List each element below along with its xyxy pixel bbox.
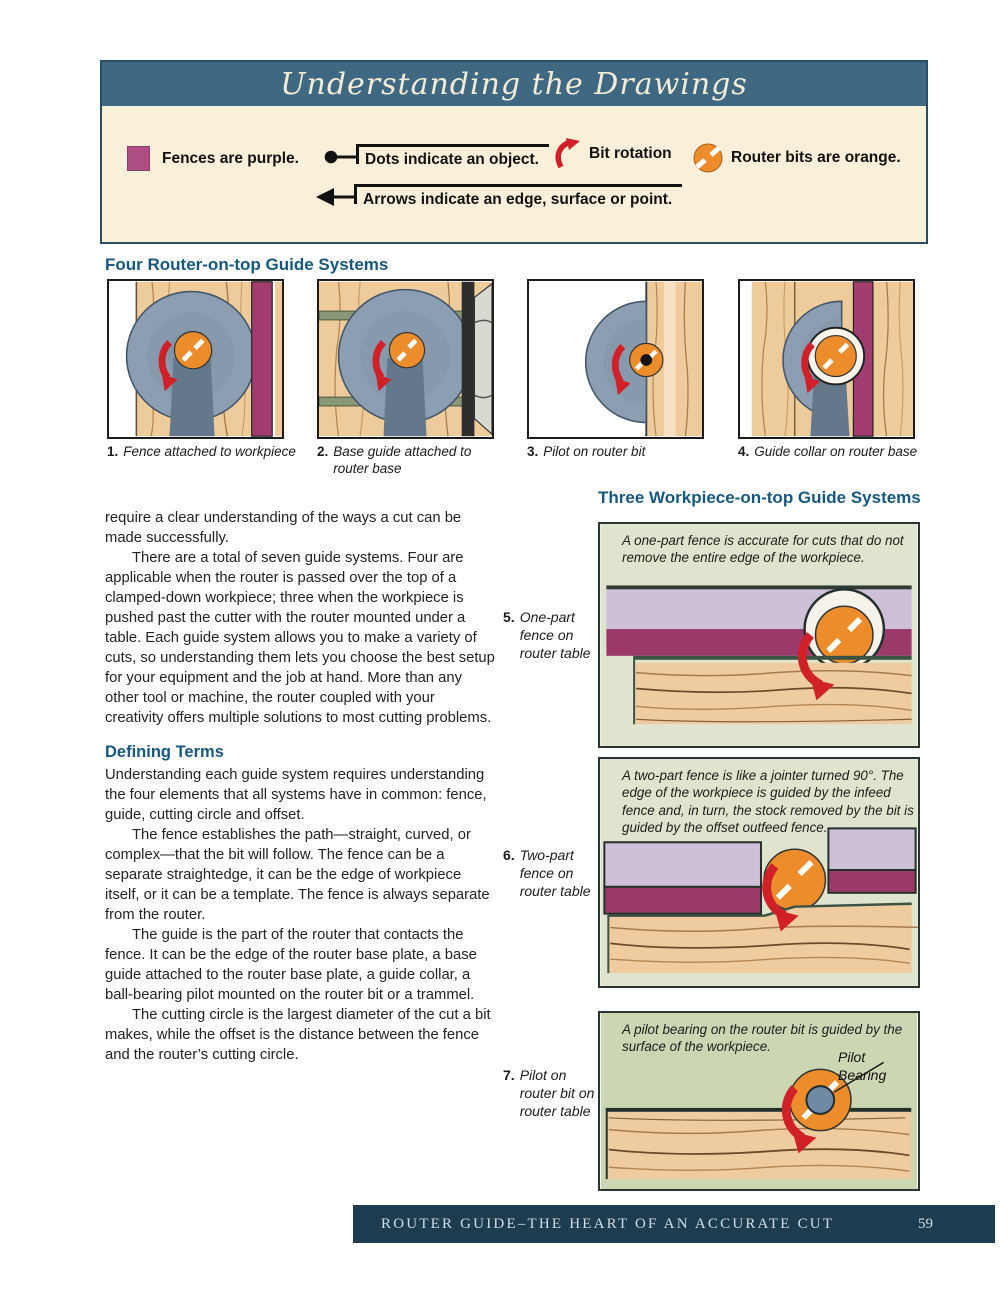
dot-connector-icon — [324, 149, 358, 164]
figure6-note: A two-part fence is like a jointer turned 90°. The edge of the workpiece is guided by the infeed fence and, in turn, the stock removed by the bit is guided by the offset outfeed fence. — [622, 768, 914, 836]
para-fence: The fence establishes the path—straight, curved, or complex—that the bit will follow. The fence can be a separate straightedge, it can be the edge of workpiece itself, or it can be a template. The fence is always separate from the router. — [105, 827, 490, 923]
bit-rotation-arrow-icon — [554, 138, 582, 170]
figure7-caption — [503, 1066, 600, 1121]
figure-two-part-fence — [598, 757, 920, 988]
fence-on-workpiece-illustration — [109, 281, 282, 437]
legend-arrows-label: Arrows indicate an edge, surface or point. — [356, 184, 678, 209]
para-seven-systems: There are a total of seven guide systems. Four are applicable when the router is passed over the top of a clamped-down workpiece; three when the workpiece is pushed past the cutter with the router mounted under a table. Each guide system allows you to make a variety of cuts, so understanding them lets you choose the best setup for your equipment and the job at hand. More than any other tool or machine, the router coupled with your creativity offers multiple solutions to most cutting problems. — [105, 550, 495, 726]
caption-number: 7. — [503, 1067, 515, 1083]
figure5-caption — [503, 608, 600, 663]
caption-text: Fence attached to workpiece — [123, 444, 296, 459]
figure5-note: A one-part fence is accurate for cuts that do not remove the entire edge of the workpiece. — [622, 533, 904, 566]
panel-caption-3 — [527, 444, 727, 461]
caption-text: Two-part fence on router table — [519, 847, 591, 900]
legend-arrows — [316, 184, 678, 209]
banner-title: Understanding the Drawings — [280, 66, 748, 102]
panel-fence-on-workpiece — [107, 279, 284, 439]
understanding-drawings-box — [100, 60, 928, 244]
banner — [102, 62, 926, 106]
caption-text: Pilot on router bit — [543, 444, 646, 459]
legend-fences — [127, 146, 299, 171]
caption-number: 2. — [317, 444, 329, 459]
legend-rotation-label: Bit rotation — [589, 145, 672, 162]
page-number: 59 — [918, 1215, 933, 1232]
panel-base-guide — [317, 279, 494, 439]
footer-bar — [353, 1205, 995, 1243]
legend-bits-label: Router bits are orange. — [731, 149, 901, 166]
caption-text: Base guide attached to router base — [333, 444, 472, 476]
legend-dots — [324, 144, 545, 169]
panel-pilot-bit — [527, 279, 704, 439]
legend-bits — [692, 142, 901, 174]
purple-fence-swatch-icon — [127, 146, 150, 171]
caption-text: One-part fence on router table — [519, 609, 591, 662]
panel-caption-1 — [107, 444, 307, 461]
para-guide: The guide is the part of the router that contacts the fence. It can be the edge of the router base plate, a base guide attached to the router base plate, a guide collar, a ball-bearing pilot mounted on the router bit or a trammel. — [105, 927, 477, 1003]
three-systems-heading: Three Workpiece-on-top Guide Systems — [598, 488, 921, 507]
caption-text: Guide collar on router base — [754, 444, 918, 459]
caption-number: 1. — [107, 444, 119, 459]
panel-caption-2 — [317, 444, 489, 478]
figure6-caption — [503, 846, 600, 901]
caption-text: Pilot on router bit on router table — [519, 1067, 595, 1120]
para-cutting-circle: The cutting circle is the largest diameter of the cut a bit makes, while the offset is the distance between the fence and the router’s cutting circle. — [105, 1007, 491, 1063]
edge-arrow-icon — [316, 188, 356, 206]
legend — [102, 106, 926, 244]
para-defining: Understanding each guide system requires understanding the four elements that all systems have in common: fence, guide, cutting circle and offset. — [105, 767, 487, 823]
caption-number: 4. — [738, 444, 750, 459]
guide-collar-illustration — [740, 281, 913, 437]
panel-guide-collar — [738, 279, 915, 439]
body-text-column — [105, 508, 495, 1065]
defining-terms-heading: Defining Terms — [105, 743, 224, 761]
footer-title: ROUTER GUIDE–THE HEART OF AN ACCURATE CUT — [381, 1215, 835, 1232]
router-bit-icon — [692, 142, 724, 174]
caption-number: 5. — [503, 609, 515, 625]
panel-caption-4 — [738, 444, 938, 461]
four-systems-heading: Four Router-on-top Guide Systems — [105, 255, 389, 274]
pilot-bearing-callout: Pilot Bearing — [838, 1049, 887, 1083]
figure-pilot-bearing — [598, 1011, 920, 1191]
legend-fences-label: Fences are purple. — [162, 149, 299, 167]
para-intro: require a clear understanding of the ways a cut can be made successfully. — [105, 510, 462, 546]
caption-number: 3. — [527, 444, 539, 459]
legend-rotation — [554, 138, 672, 170]
legend-dots-label: Dots indicate an object. — [358, 144, 545, 169]
figure-one-part-fence — [598, 522, 920, 748]
pilot-bit-illustration — [529, 281, 702, 437]
caption-number: 6. — [503, 847, 515, 863]
base-guide-illustration — [319, 281, 492, 437]
figure7-note: A pilot bearing on the router bit is guided by the surface of the workpiece. — [622, 1022, 903, 1055]
